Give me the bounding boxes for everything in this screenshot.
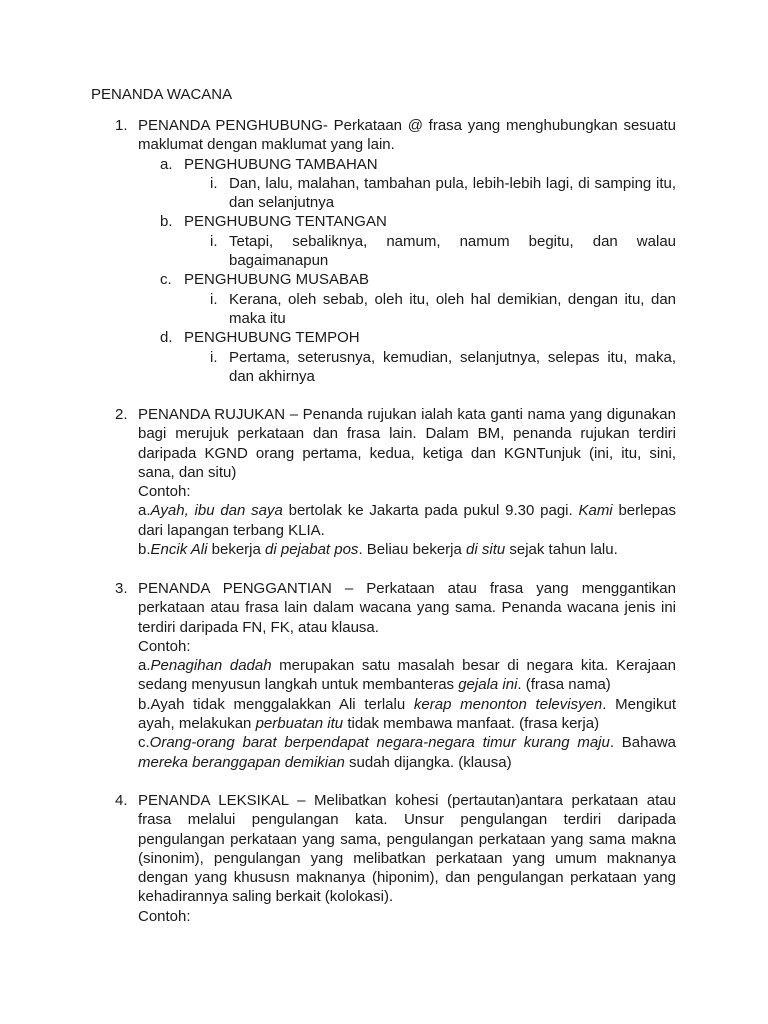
- section-penanda-rujukan: [115, 405, 676, 559]
- contoh-label: Contoh:: [138, 483, 191, 501]
- roman-item: i. Kerana, oleh sebab, oleh itu, oleh hal demikian, dengan itu, dan maka itu: [210, 290, 676, 327]
- example-c: c.Orang-orang barat berpendapat negara-negara timur kurang maju. Bahawa mereka beranggapan demikian sudah dijangka. (klausa): [138, 734, 676, 771]
- roman-item: i. Tetapi, sebaliknya, namum, namum begitu, dan walau bagaimanapun: [210, 232, 676, 270]
- section-number: 2.: [115, 406, 128, 423]
- example-a: a.Penagihan dadah merupakan satu masalah besar di negara kita. Kerajaan sedang menyusun langkah untuk membanteras gejala ini. (frasa nama): [138, 657, 676, 694]
- example-b: b.Ayah tidak menggalakkan Ali terlalu kerap menonton televisyen. Mengikut ayah, melakukan perbuatan itu tidak membawa manfaat. (frasa kerja): [138, 695, 677, 733]
- subitem-b: b. PENGHUBUNG TENTANGAN: [160, 213, 387, 231]
- section-text: PENANDA PENGHUBUNG- Perkataan @ frasa yang menghubungkan sesuatu maklumat dengan maklumat yang lain.: [138, 117, 676, 154]
- section-penanda-penghubung: [115, 116, 676, 386]
- roman-item: i. Pertama, seterusnya, kemudian, selanjutnya, selepas itu, maka, dan akhirnya: [210, 348, 676, 385]
- subitem-c: c. PENGHUBUNG MUSABAB: [160, 271, 370, 289]
- section-text: PENANDA PENGGANTIAN – Perkataan atau frasa yang menggantikan perkataan atau frasa lain dalam wacana yang sama. Penanda wacana jenis ini terdiri daripada FN, FK, atau klausa.: [138, 580, 676, 636]
- contoh-label: Contoh:: [138, 907, 191, 925]
- roman-item: i. Dan, lalu, malahan, tambahan pula, lebih-lebih lagi, di samping itu, dan selanjutnya: [210, 174, 676, 212]
- section-penanda-penggantian: [115, 579, 676, 772]
- document-title: PENANDA WACANA: [91, 86, 233, 103]
- section-number: 3.: [115, 580, 128, 597]
- section-number: 4.: [115, 792, 128, 809]
- section-text: PENANDA LEKSIKAL – Melibatkan kohesi (pertautan)antara perkataan atau frasa melalui pengulangan kata. Unsur pengulangan terdiri daripada pengulangan perkataan yang sama, pengulangan perkataan yang sama makna (sinonim), pengulangan yang melibatkan perkataan yang umum maknanya dengan yang khususn maknanya (hiponim), dan pengulangan perkataan yang kehadirannya saling berkait (kolokasi).: [138, 792, 676, 906]
- subitem-a: a. PENGHUBUNG TAMBAHAN: [160, 155, 378, 173]
- contoh-label: Contoh:: [138, 637, 191, 655]
- example-a: a.Ayah, ibu dan saya bertolak ke Jakarta pada pukul 9.30 pagi. Kami berlepas dari lapangan terbang KLIA.: [138, 502, 676, 539]
- section-number: 1.: [115, 117, 128, 134]
- section-text: PENANDA RUJUKAN – Penanda rujukan ialah kata ganti nama yang digunakan bagi merujuk perkataan dan frasa lain. Dalam BM, penanda rujukan terdiri daripada KGND orang pertama, kedua, ketiga dan KGNTunjuk (ini, itu, sini, sana, dan situ): [138, 406, 676, 481]
- section-penanda-leksikal: [115, 791, 676, 926]
- example-b: b.Encik Ali bekerja di pejabat pos. Beliau bekerja di situ sejak tahun lalu.: [138, 541, 618, 559]
- subitem-d: d. PENGHUBUNG TEMPOH: [160, 329, 360, 347]
